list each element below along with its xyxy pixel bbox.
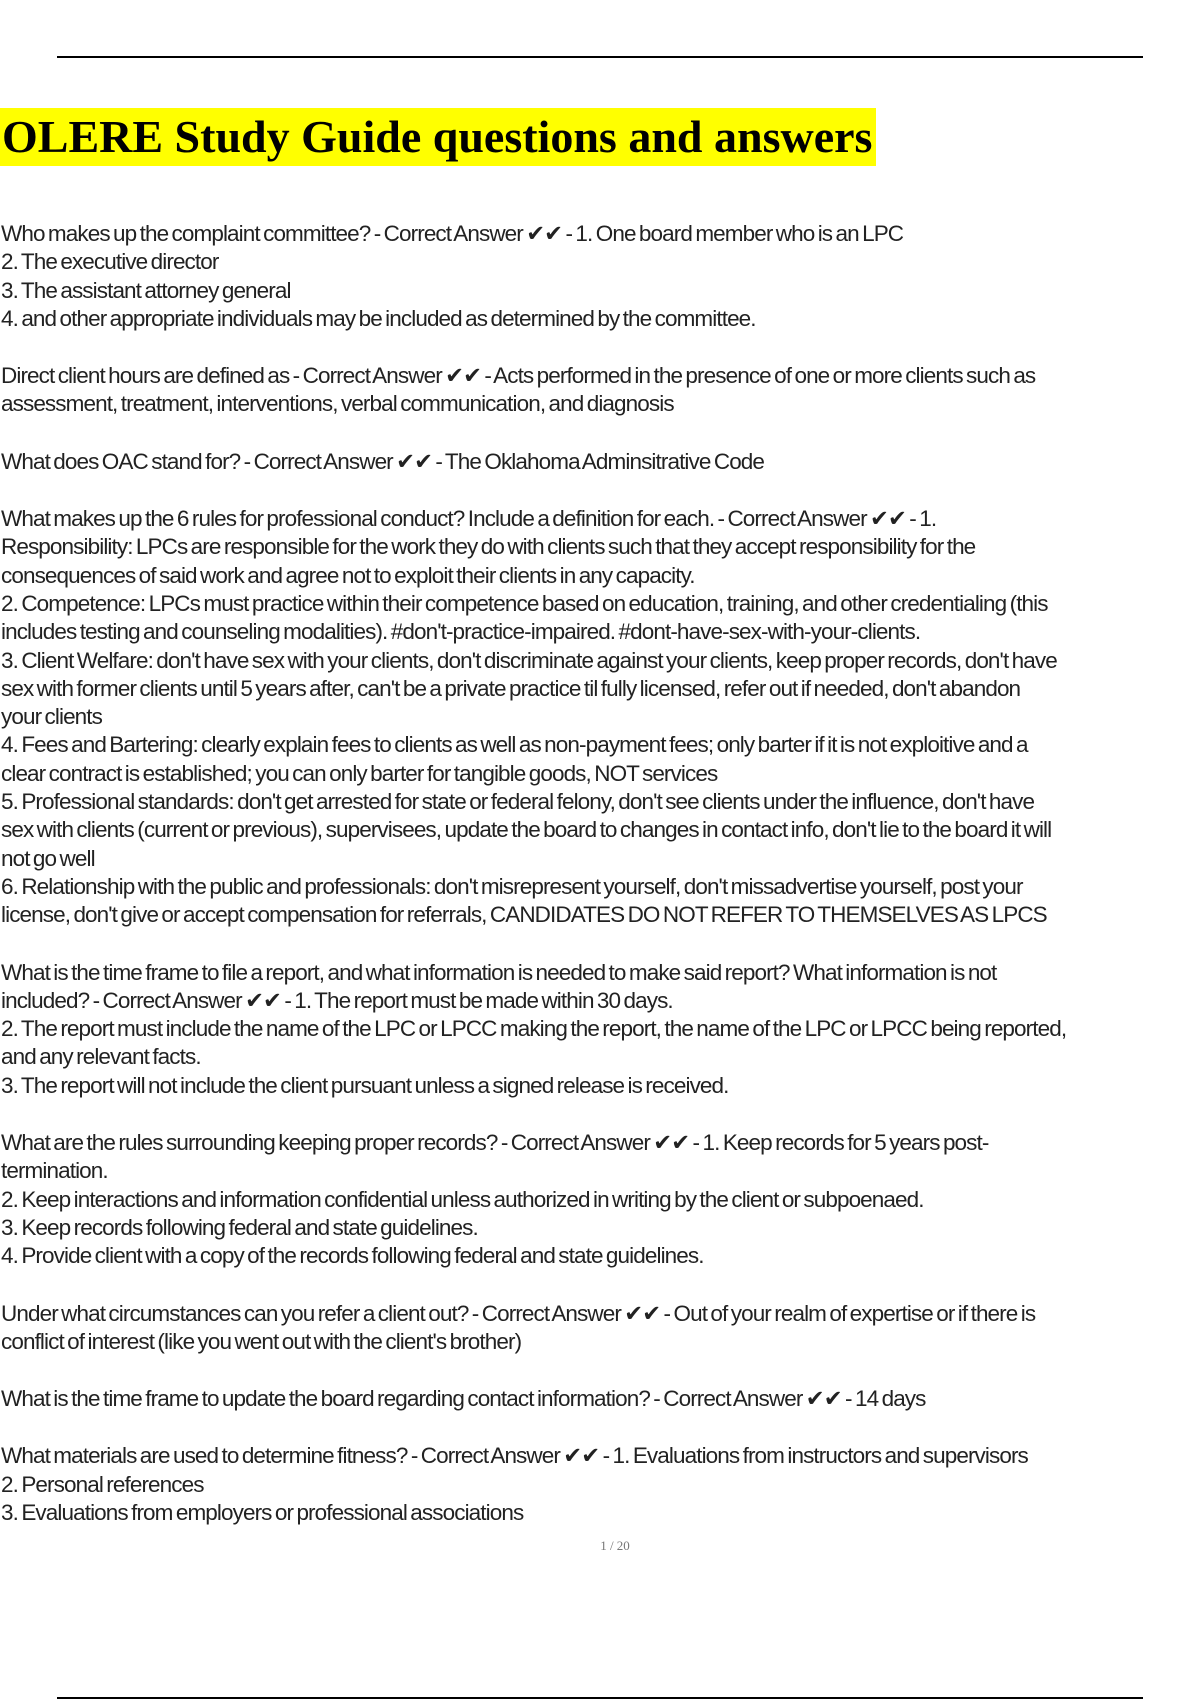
qa-line: 4. and other appropriate individuals may be included as determined by the committee. <box>1 305 756 331</box>
page-number: 1 / 20 <box>600 1538 630 1553</box>
qa-line: 4. Provide client with a copy of the records following federal and state guidelines. <box>1 1243 704 1269</box>
qa-line: 3. Client Welfare: don't have sex with your clients, don't discriminate against your clients, keep proper records, don't have <box>1 647 1057 673</box>
qa-line: consequences of said work and agree not to exploit their clients in any capacity. <box>1 562 695 588</box>
top-rule <box>57 56 1143 58</box>
qa-line: your clients <box>1 704 102 730</box>
qa-line: Direct client hours are defined as - Correct Answer ✔✔ - Acts performed in the presence of one or more clients such as <box>1 363 1036 389</box>
qa-line: 3. Keep records following federal and state guidelines. <box>1 1214 478 1240</box>
qa-item <box>1 362 1200 419</box>
qa-line: included? - Correct Answer ✔✔ - 1. The report must be made within 30 days. <box>1 987 673 1013</box>
qa-line: Who makes up the complaint committee? - Correct Answer ✔✔ - 1. One board member who is an LPC <box>1 221 904 246</box>
qa-line: 2. Personal references <box>1 1471 204 1497</box>
qa-line: What are the rules surrounding keeping proper records? - Correct Answer ✔✔ - 1. Keep records for 5 years post- <box>1 1130 989 1156</box>
qa-line: 4. Fees and Bartering: clearly explain fees to clients as well as non-payment fees; only barter if it is not exploitive and a <box>1 732 1028 758</box>
qa-list <box>1 220 1200 1556</box>
qa-line: 3. Evaluations from employers or professional associations <box>1 1499 524 1525</box>
qa-line: conflict of interest (like you went out with the client's brother) <box>1 1328 522 1354</box>
qa-line: What is the time frame to update the board regarding contact information? - Correct Answer ✔✔ - 14 days <box>1 1386 926 1412</box>
qa-line: 5. Professional standards: don't get arrested for state or federal felony, don't see clients under the influence, don't have <box>1 789 1035 815</box>
qa-line: What is the time frame to file a report, and what information is needed to make said report? What information is not <box>1 959 997 985</box>
qa-line: 6. Relationship with the public and professionals: don't misrepresent yourself, don't missadvertise yourself, post your <box>1 873 1023 899</box>
qa-line: Under what circumstances can you refer a client out? - Correct Answer ✔✔ - Out of your realm of expertise or if there is <box>1 1300 1036 1326</box>
qa-item <box>1 1442 1200 1527</box>
qa-line: assessment, treatment, interventions, verbal communication, and diagnosis <box>1 391 674 417</box>
qa-line: clear contract is established; you can only barter for tangible goods, NOT services <box>1 760 718 786</box>
qa-line: termination. <box>1 1158 108 1184</box>
qa-line: sex with clients (current or previous), supervisees, update the board to changes in contact info, don't lie to the board it will <box>1 817 1052 843</box>
qa-line: 3. The assistant attorney general <box>1 277 291 303</box>
qa-line: What makes up the 6 rules for professional conduct? Include a definition for each. - Correct Answer ✔✔ - 1. <box>1 506 937 532</box>
qa-line: sex with former clients until 5 years after, can't be a private practice til fully licensed, refer out if needed, don't abandon <box>1 675 1021 701</box>
qa-item <box>1 220 1200 333</box>
qa-item <box>1 1300 1200 1357</box>
qa-item <box>1 1385 1200 1413</box>
qa-line: 2. The report must include the name of the LPC or LPCC making the report, the name of the LPC or LPCC being reported, <box>1 1016 1067 1042</box>
qa-line: not go well <box>1 845 95 871</box>
qa-item <box>1 959 1200 1100</box>
document-title: OLERE Study Guide questions and answers <box>0 108 876 166</box>
qa-item <box>1 505 1200 929</box>
qa-line: 3. The report will not include the client pursuant unless a signed release is received. <box>1 1072 729 1098</box>
qa-line: Responsibility: LPCs are responsible for the work they do with clients such that they accept responsibility for the <box>1 534 976 560</box>
qa-line: and any relevant facts. <box>1 1044 201 1070</box>
bottom-rule <box>57 1697 1143 1699</box>
qa-line: 2. Competence: LPCs must practice within their competence based on education, training, and other credentialing (this <box>1 590 1048 616</box>
qa-line: license, don't give or accept compensation for referrals, CANDIDATES DO NOT REFER TO THEMSELVES AS LPCS <box>1 902 1047 928</box>
qa-line: What does OAC stand for? - Correct Answer ✔✔ - The Oklahoma Adminsitrative Code <box>1 448 765 474</box>
qa-line: 2. The executive director <box>1 249 219 275</box>
qa-item <box>1 1129 1200 1270</box>
qa-item <box>1 448 1200 476</box>
qa-line: 2. Keep interactions and information confidential unless authorized in writing by the client or subpoenaed. <box>1 1186 924 1212</box>
qa-line: includes testing and counseling modalities). #don't-practice-impaired. #dont-have-sex-with-your-clients. <box>1 619 921 645</box>
qa-line: What materials are used to determine fitness? - Correct Answer ✔✔ - 1. Evaluations from instructors and supervisors <box>1 1443 1028 1469</box>
title-highlight <box>0 108 876 166</box>
